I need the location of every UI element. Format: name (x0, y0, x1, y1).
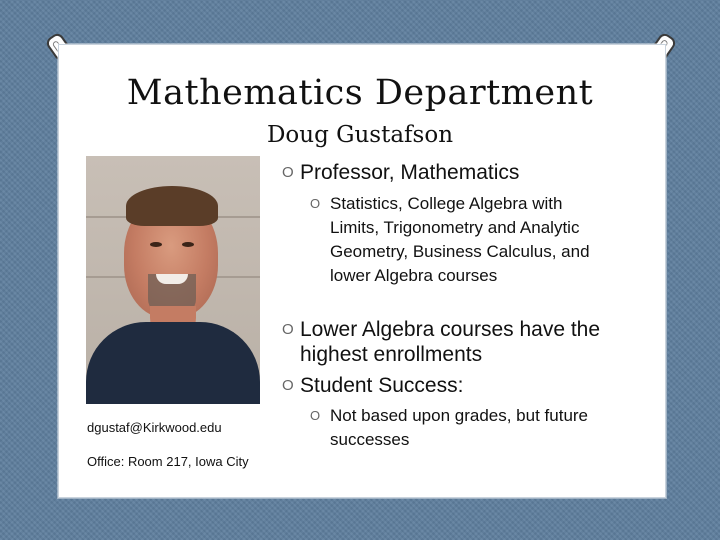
slide-subtitle: Doug Gustafson (266, 122, 454, 148)
bullet-text: Professor, Mathematics (300, 161, 520, 184)
portrait-photo (86, 156, 260, 404)
bullet-text: Student Success: (300, 374, 464, 397)
sub-bullet-item (310, 404, 610, 452)
bullet-marker-icon: O (310, 196, 321, 211)
bullet-text: Lower Algebra courses have the highest enrollments (300, 318, 601, 366)
contact-office: Office: Room 217, Iowa City (87, 454, 249, 469)
sub-bullet-item (310, 192, 610, 288)
bullet-item (282, 317, 612, 367)
bullet-text: Not based upon grades, but future successes (330, 406, 589, 449)
bullet-marker-icon: O (282, 377, 294, 394)
slide-title: Mathematics Department (126, 73, 594, 113)
bullet-marker-icon: O (310, 408, 321, 423)
bullet-item (282, 373, 612, 398)
contact-email: dgustaf@Kirkwood.edu (87, 420, 222, 435)
bullet-text: Statistics, College Algebra with Limits, Trigonometry and Analytic Geometry, Business Calculus, and lower Algebra courses (330, 194, 590, 285)
bullet-item (282, 160, 612, 185)
bullet-marker-icon: O (282, 164, 294, 181)
bullet-marker-icon: O (282, 321, 294, 338)
